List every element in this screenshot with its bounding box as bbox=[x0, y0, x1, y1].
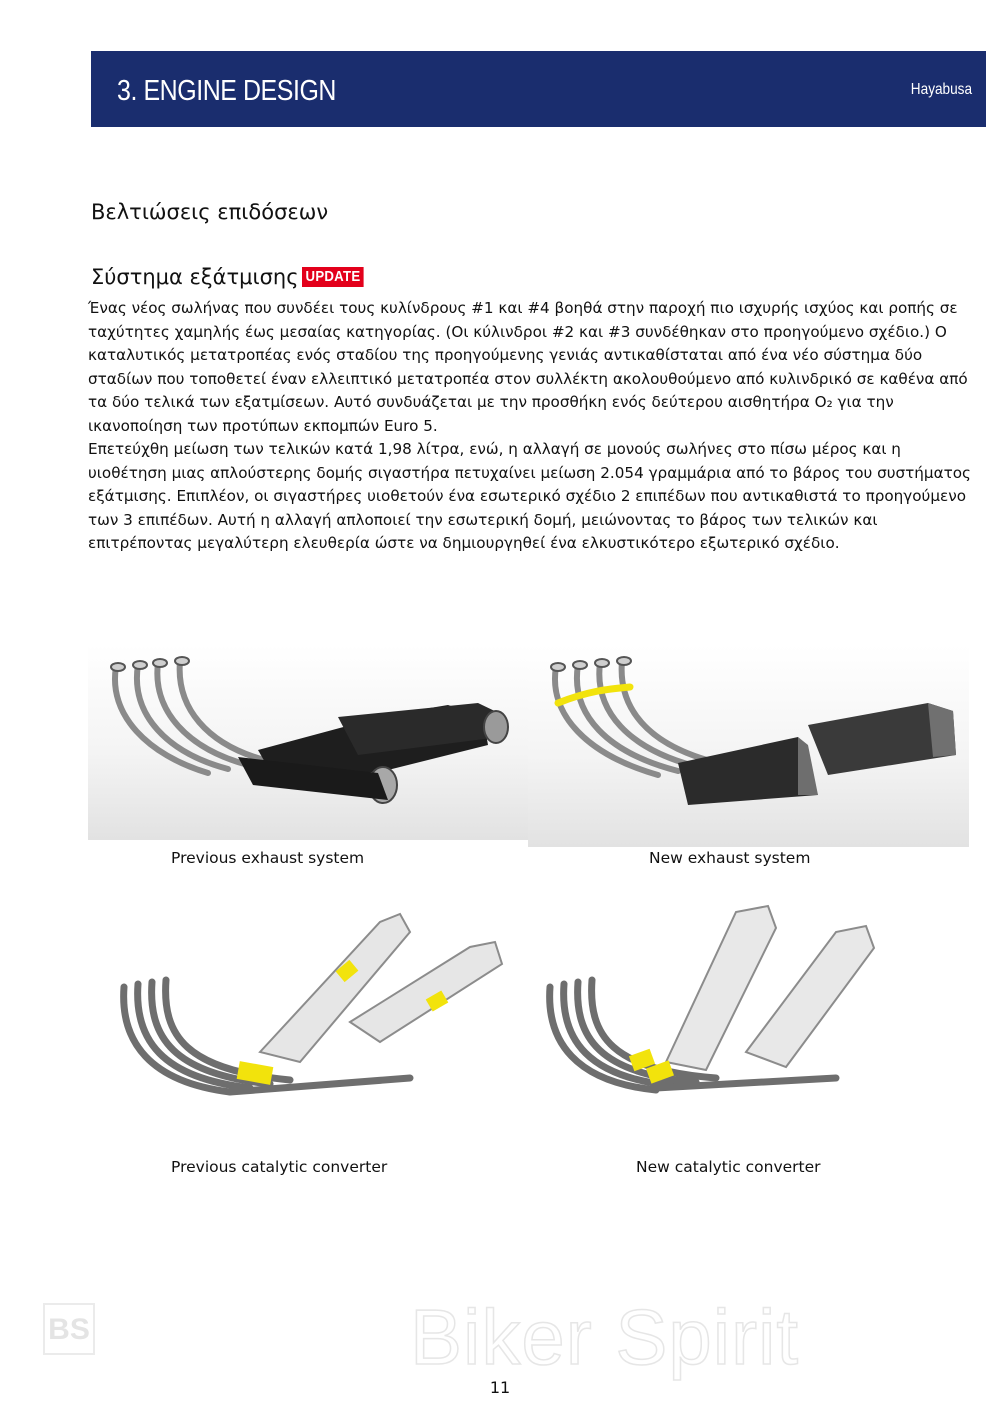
page-number: 11 bbox=[489, 1378, 511, 1397]
cutaway-render-icon bbox=[536, 902, 946, 1127]
exhaust-photo-icon bbox=[88, 645, 528, 840]
new-catalytic-render bbox=[536, 902, 946, 1127]
subsection-title: Σύστημα εξάτμισης bbox=[91, 265, 299, 289]
cutaway-render-icon bbox=[110, 902, 515, 1127]
caption-new-exhaust: New exhaust system bbox=[649, 849, 811, 867]
paragraph-2: Επετεύχθη μείωση των τελικών κατά 1,98 λίτρα, ενώ, η αλλαγή σε μονούς σωλήνες στο πίσω μέρος και η υιοθέτηση μιας απλούστερης δομής σιγαστήρα πετυχαίνει μείωση 2.054 γραμμάρια από το βάρος του συστήματος εξάτμισης. Επιπλέον, οι σιγαστήρες υιοθετούν ένα εσωτερικό σχέδιο 2 επιπέδων που αντικαθιστά το προηγούμενο των 3 επιπέδων. Αυτή η αλλαγή απλοποιεί την εσωτερική δομή, μειώνοντας το βάρος των τελικών και επιτρέποντας μεγαλύτερη ελευθερία ώστε να δημιουργηθεί ένα ελκυστικότερο εξωτερικό σχέδιο. bbox=[88, 440, 971, 552]
exhaust-photo-icon bbox=[528, 645, 969, 847]
caption-previous-catalytic: Previous catalytic converter bbox=[171, 1158, 388, 1176]
model-name: Hayabusa bbox=[910, 81, 972, 98]
paragraph-1: Ένας νέος σωλήνας που συνδέει τους κυλίνδρους #1 και #4 βοηθά στην παροχή πιο ισχυρής ισχύος και ροπής σε ταχύτητες χαμηλής έως μεσαίας κατηγορίας. (Οι κύλινδροι #2 και #3 συνδέθηκαν στο προηγούμενο σχέδιο.) Ο καταλυτικός μετατροπέας ενός σταδίου της προηγούμενης γενιάς αντικαθίσταται από ένα νέο σύστημα δύο σταδίων που τοποθετεί έναν ελλειπτικό μετατροπέα στον συλλέκτη ακολουθούμενο από κυλινδρικό σε καθένα από τα δύο τελικά των εξατμίσεων. Αυτό συνδυάζεται με την προσθήκη ενός δεύτερου αισθητήρα O₂ για την ικανοποίηση των προτύπων εκπομπών Euro 5. bbox=[88, 299, 968, 435]
chapter-title: 3. ENGINE DESIGN bbox=[117, 75, 337, 107]
caption-new-catalytic: New catalytic converter bbox=[636, 1158, 821, 1176]
update-badge: UPDATE bbox=[302, 267, 364, 287]
caption-previous-exhaust: Previous exhaust system bbox=[171, 849, 365, 867]
section-title: Βελτιώσεις επιδόσεων bbox=[91, 200, 329, 224]
previous-exhaust-photo bbox=[88, 645, 528, 840]
new-exhaust-photo bbox=[528, 645, 969, 847]
body-text bbox=[88, 297, 978, 556]
watermark-text: Biker Spirit bbox=[410, 1293, 800, 1381]
header-bar bbox=[91, 51, 986, 127]
watermark-logo: BS bbox=[43, 1303, 95, 1355]
subsection-title-row bbox=[91, 265, 372, 289]
previous-catalytic-render bbox=[110, 902, 515, 1127]
